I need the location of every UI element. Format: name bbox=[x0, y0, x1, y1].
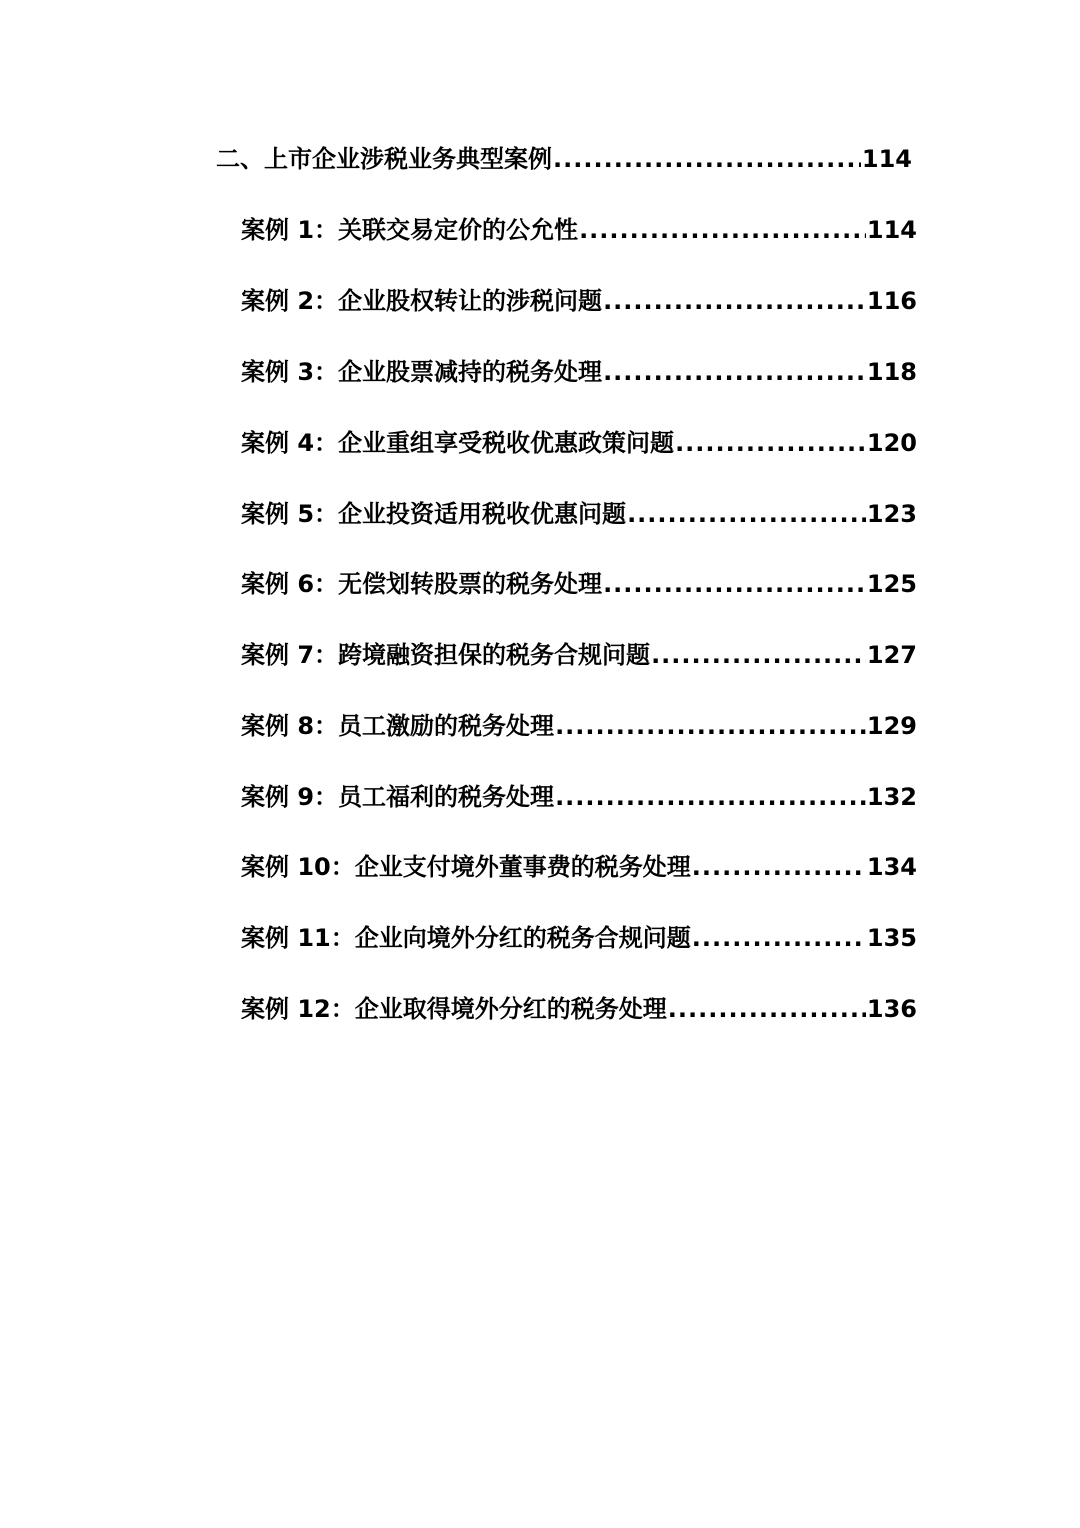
toc-page-number: 125 bbox=[866, 570, 917, 598]
toc-dot-leader bbox=[555, 706, 866, 746]
toc-page-number: 132 bbox=[866, 783, 917, 811]
toc-page-number: 114 bbox=[866, 216, 917, 244]
toc-page-number: 135 bbox=[866, 924, 917, 952]
toc-page-number: 120 bbox=[866, 429, 917, 457]
toc-entry-title: 案例 11：企业向境外分红的税务合规问题 bbox=[241, 924, 691, 952]
toc-entry[interactable] bbox=[241, 423, 917, 463]
toc-dot-leader bbox=[675, 423, 866, 463]
toc-entry-title: 案例 12：企业取得境外分红的税务处理 bbox=[241, 995, 667, 1023]
toc-entry-title: 案例 3：企业股票减持的税务处理 bbox=[241, 358, 603, 386]
toc-entry[interactable] bbox=[241, 564, 917, 604]
toc-entry[interactable] bbox=[241, 635, 917, 675]
toc-entry-title: 案例 5：企业投资适用税收优惠问题 bbox=[241, 500, 627, 528]
toc-entry-title: 二、上市企业涉税业务典型案例 bbox=[216, 145, 552, 173]
toc-entry-title: 案例 10：企业支付境外董事费的税务处理 bbox=[241, 853, 691, 881]
toc-dot-leader bbox=[603, 281, 866, 321]
toc-dot-leader bbox=[603, 564, 866, 604]
toc-entry-title: 案例 6：无偿划转股票的税务处理 bbox=[241, 570, 603, 598]
toc-dot-leader bbox=[553, 139, 861, 179]
toc-dot-leader bbox=[603, 352, 866, 392]
toc-dot-leader bbox=[651, 635, 866, 675]
toc-page-number: 134 bbox=[866, 853, 917, 881]
toc-page-number: 114 bbox=[861, 145, 912, 173]
toc-entry[interactable] bbox=[241, 706, 917, 746]
toc-dot-leader bbox=[692, 847, 866, 887]
toc-entry[interactable] bbox=[241, 281, 917, 321]
toc-entry[interactable] bbox=[241, 210, 917, 250]
toc-entry[interactable] bbox=[241, 777, 917, 817]
toc-entry[interactable] bbox=[241, 847, 917, 887]
toc-entry-title: 案例 8：员工激励的税务处理 bbox=[241, 712, 555, 740]
toc-page-number: 136 bbox=[866, 995, 917, 1023]
toc-dot-leader bbox=[627, 494, 866, 534]
toc-entry[interactable] bbox=[241, 989, 917, 1029]
toc-entry[interactable] bbox=[241, 918, 917, 958]
toc-entry[interactable] bbox=[241, 352, 917, 392]
toc-page-number: 129 bbox=[866, 712, 917, 740]
toc-entry-title: 案例 1：关联交易定价的公允性 bbox=[241, 216, 579, 244]
toc-page-number: 123 bbox=[866, 500, 917, 528]
toc-page-number: 116 bbox=[866, 287, 917, 315]
toc-dot-leader bbox=[692, 918, 866, 958]
toc-dot-leader bbox=[555, 777, 866, 817]
toc-dot-leader bbox=[668, 989, 866, 1029]
toc-entry-title: 案例 2：企业股权转让的涉税问题 bbox=[241, 287, 603, 315]
toc-entry-title: 案例 7：跨境融资担保的税务合规问题 bbox=[241, 641, 651, 669]
toc-entry-title: 案例 9：员工福利的税务处理 bbox=[241, 783, 555, 811]
toc-page-number: 118 bbox=[866, 358, 917, 386]
toc-entry-title: 案例 4：企业重组享受税收优惠政策问题 bbox=[241, 429, 675, 457]
toc-dot-leader bbox=[579, 210, 866, 250]
toc-entry[interactable] bbox=[241, 494, 917, 534]
toc-page-number: 127 bbox=[866, 641, 917, 669]
toc-section-entry[interactable] bbox=[216, 139, 912, 179]
